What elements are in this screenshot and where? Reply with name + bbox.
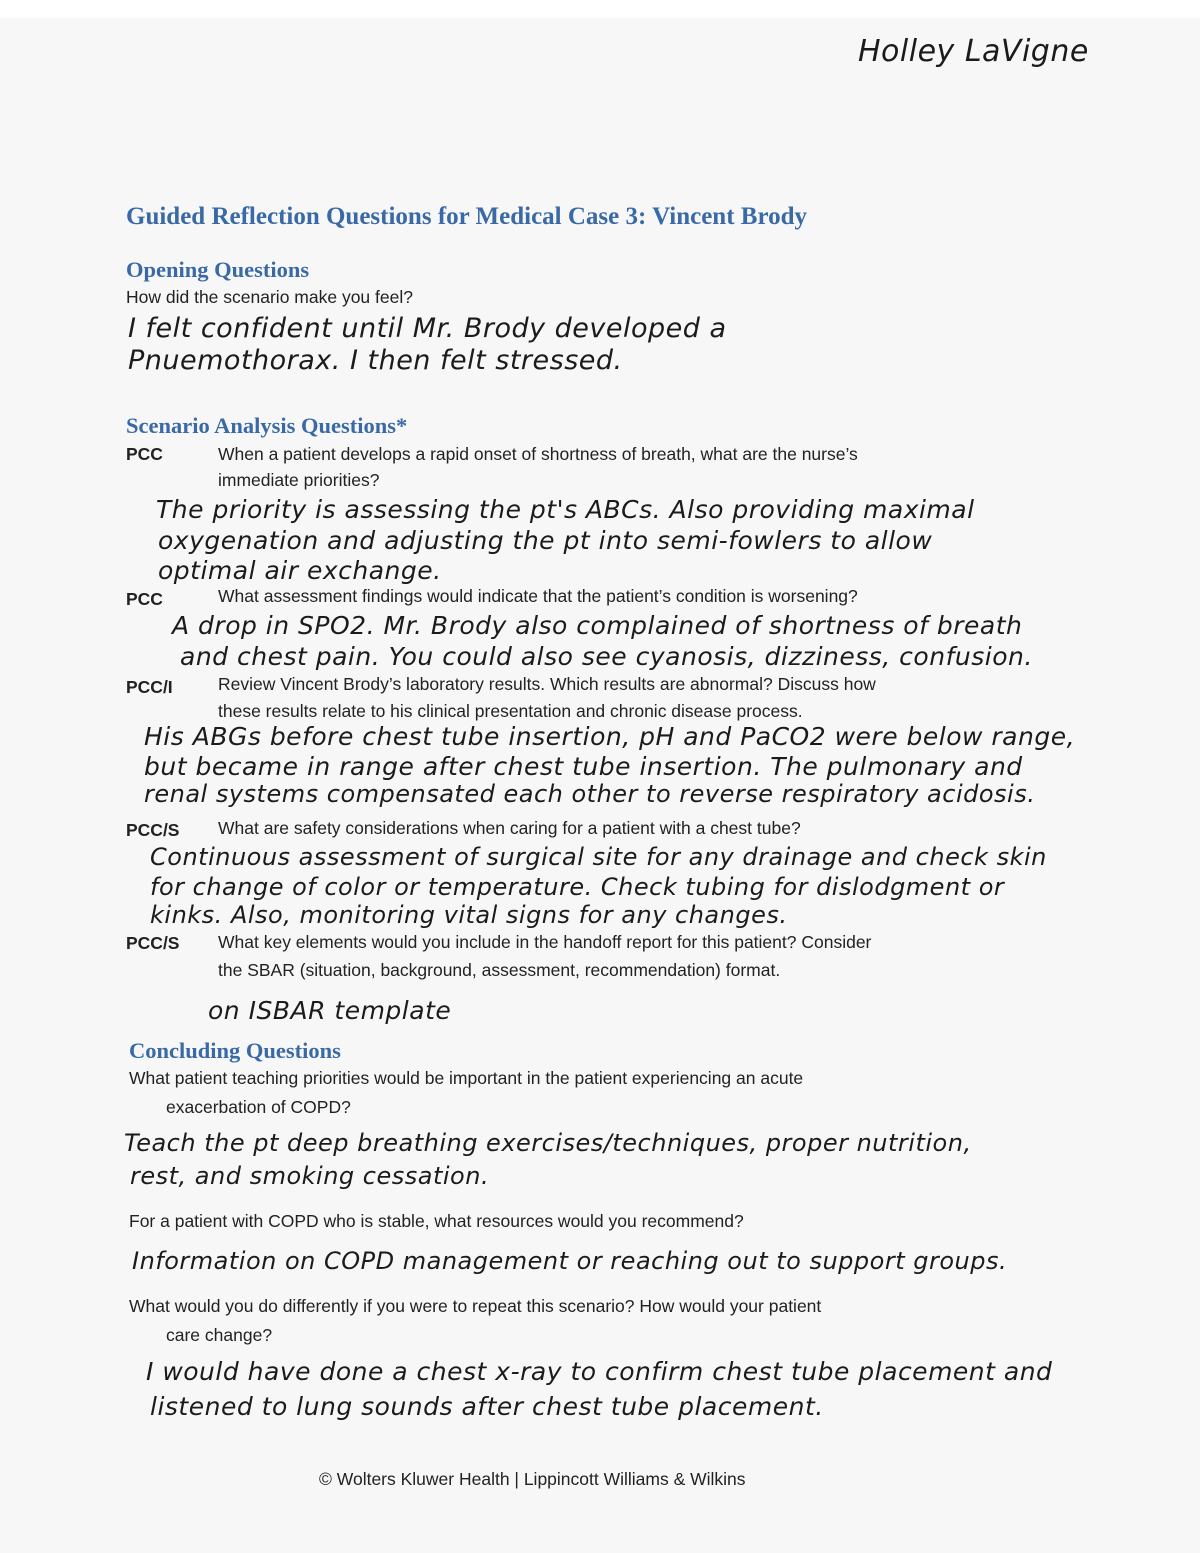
scan-edge <box>0 0 1200 18</box>
concluding-answer-line: rest, and smoking cessation. <box>130 1162 490 1190</box>
concluding-question-line: What would you do differently if you were to repeat this scenario? How would your patient <box>129 1296 822 1316</box>
analysis-answer-line: and chest pain. You could also see cyanosis, dizziness, confusion. <box>180 642 1033 671</box>
concluding-question-line: What patient teaching priorities would be important in the patient experiencing an acute <box>129 1068 804 1088</box>
analysis-heading: Scenario Analysis Questions* <box>126 413 408 438</box>
analysis-answer-line: The priority is assessing the pt's ABCs. Also providing maximal <box>156 495 975 524</box>
analysis-answer-line: optimal air exchange. <box>158 556 442 585</box>
concluding-question-line: care change? <box>166 1325 273 1345</box>
analysis-answer-line: A drop in SPO2. Mr. Brody also complained of shortness of breath <box>172 611 1023 640</box>
concluding-heading: Concluding Questions <box>129 1038 341 1063</box>
student-signature: Holley LaVigne <box>858 34 1089 69</box>
question-tag: PCC/S <box>126 933 180 953</box>
analysis-question-line: What are safety considerations when caring for a patient with a chest tube? <box>218 818 801 838</box>
concluding-answer-line: I would have done a chest x-ray to confirm chest tube placement and <box>146 1357 1053 1386</box>
analysis-answer-line: kinks. Also, monitoring vital signs for any changes. <box>150 901 788 929</box>
analysis-question-line: What assessment findings would indicate that the patient’s condition is worsening? <box>218 586 858 606</box>
document-title: Guided Reflection Questions for Medical Case 3: Vincent Brody <box>126 203 807 230</box>
concluding-answer-line: Information on COPD management or reaching out to support groups. <box>132 1247 1008 1275</box>
opening-answer-line: Pnuemothorax. I then felt stressed. <box>128 345 623 376</box>
concluding-answer-line: listened to lung sounds after chest tube placement. <box>150 1392 824 1421</box>
analysis-question-line: What key elements would you include in the handoff report for this patient? Consider <box>218 932 872 952</box>
analysis-answer-line: Continuous assessment of surgical site for any drainage and check skin <box>150 843 1047 871</box>
analysis-answer-line: for change of color or temperature. Check tubing for dislodgment or <box>150 873 1005 901</box>
analysis-question-line: When a patient develops a rapid onset of shortness of breath, what are the nurse’s <box>218 444 858 464</box>
concluding-question-line: exacerbation of COPD? <box>166 1097 351 1117</box>
analysis-answer-line: on ISBAR template <box>208 996 452 1025</box>
opening-heading: Opening Questions <box>126 257 310 282</box>
analysis-answer-line: oxygenation and adjusting the pt into semi-fowlers to allow <box>158 526 933 555</box>
analysis-answer-line: renal systems compensated each other to reverse respiratory acidosis. <box>144 780 1036 808</box>
analysis-answer-line: but became in range after chest tube insertion. The pulmonary and <box>144 752 1023 781</box>
question-tag: PCC/I <box>126 677 173 697</box>
question-tag: PCC <box>126 444 163 464</box>
question-tag: PCC/S <box>126 820 180 840</box>
question-tag: PCC <box>126 589 163 609</box>
analysis-question-line: Review Vincent Brody’s laboratory results. Which results are abnormal? Discuss how <box>218 674 876 694</box>
opening-question: How did the scenario make you feel? <box>126 287 413 307</box>
concluding-answer-line: Teach the pt deep breathing exercises/techniques, proper nutrition, <box>124 1129 972 1157</box>
analysis-answer-line: His ABGs before chest tube insertion, pH and PaCO2 were below range, <box>144 722 1076 751</box>
opening-answer-line: I felt confident until Mr. Brody developed a <box>128 313 727 344</box>
analysis-question-line: immediate priorities? <box>218 470 380 490</box>
concluding-question-line: For a patient with COPD who is stable, what resources would you recommend? <box>129 1211 744 1231</box>
analysis-question-line: the SBAR (situation, background, assessment, recommendation) format. <box>218 960 781 980</box>
copyright-footer: © Wolters Kluwer Health | Lippincott Williams & Wilkins <box>319 1469 746 1489</box>
analysis-question-line: these results relate to his clinical presentation and chronic disease process. <box>218 701 803 721</box>
